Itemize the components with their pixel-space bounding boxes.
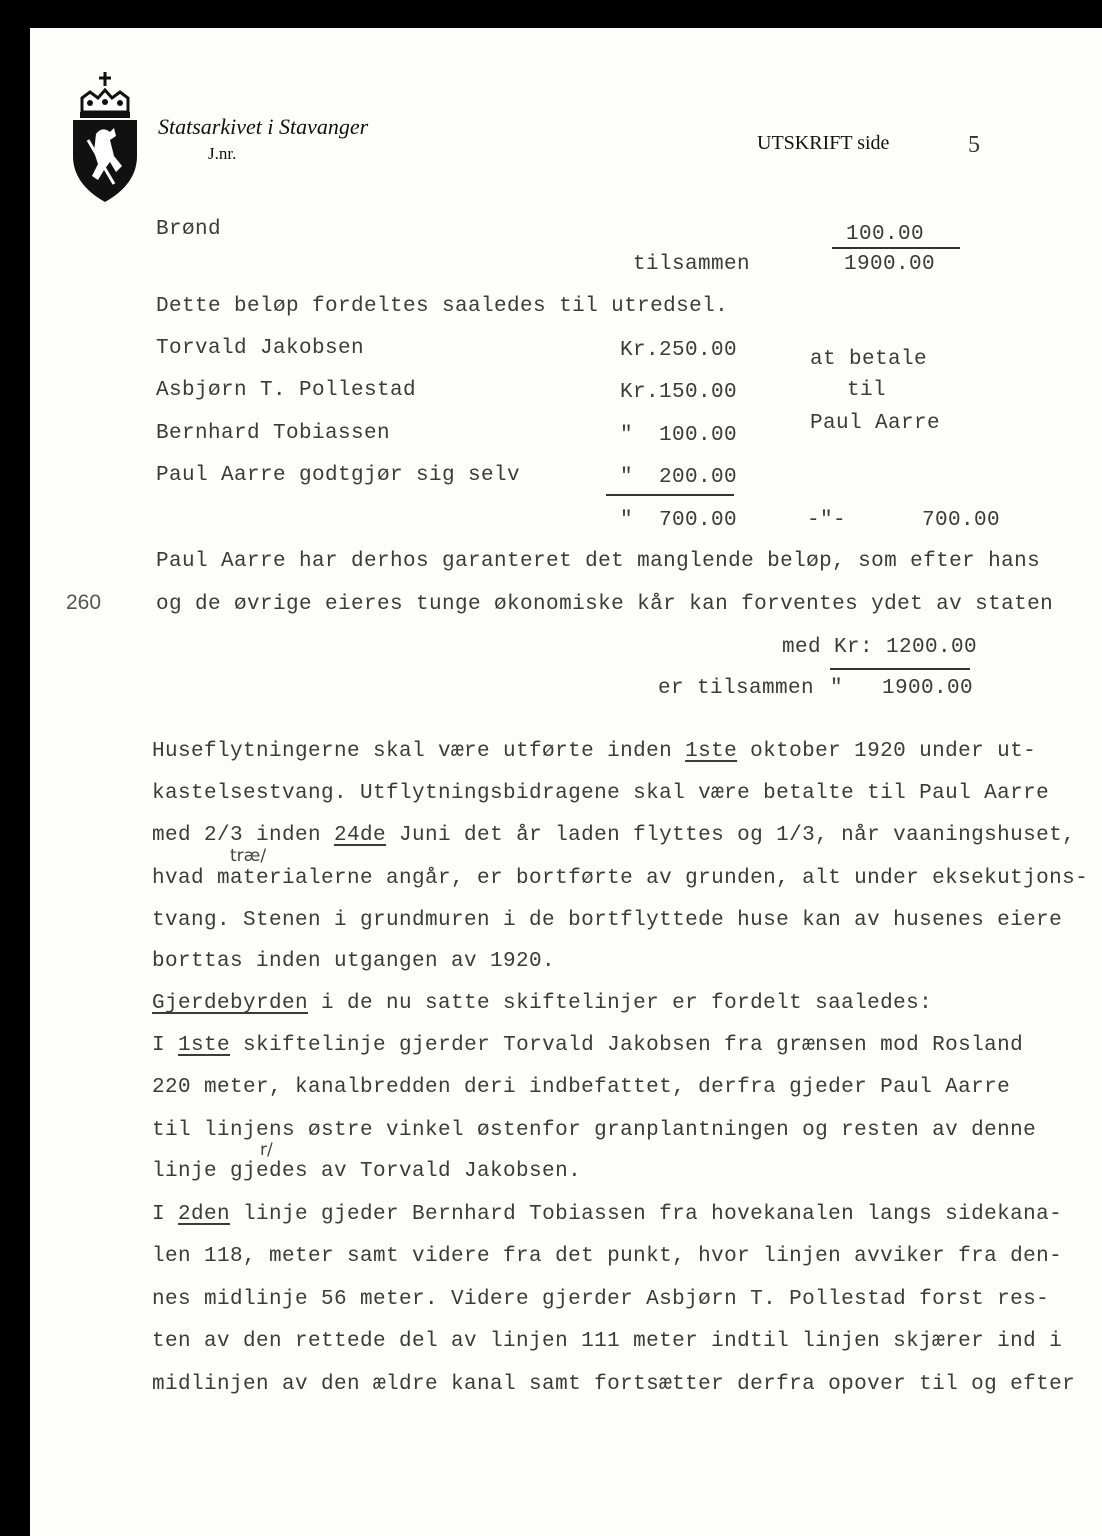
handwritten-insert: r/ bbox=[260, 1140, 273, 1160]
payee-note-line: Paul Aarre bbox=[810, 412, 941, 435]
journal-label: J.nr. bbox=[208, 144, 237, 163]
payee-note-line: at betale bbox=[810, 348, 928, 371]
gjerdebyrden-heading: Gjerdebyrden bbox=[152, 992, 309, 1015]
subtotal-amount: " 700.00 bbox=[620, 509, 738, 532]
payee-note-line: til bbox=[847, 379, 887, 402]
ledger-row-name: Asbjørn T. Pollestad bbox=[156, 379, 417, 402]
brond-underline bbox=[832, 247, 960, 249]
body-line: ten av den rettede del av linjen 111 meter indtil linjen skjærer ind i bbox=[152, 1330, 1063, 1353]
body-line: len 118, meter samt videre fra det punkt, hvor linjen avviker fra den- bbox=[152, 1245, 1063, 1268]
body-line: tvang. Stenen i grundmuren i de bortflyttede huse kan av husenes eiere bbox=[152, 909, 1063, 932]
body-line: midlinjen av den ældre kanal samt fortsætter derfra opover til og efter bbox=[152, 1373, 1076, 1396]
body-line: med 2/3 inden 24de Juni det år laden flyttes og 1/3, når vaaningshuset, bbox=[152, 824, 1076, 847]
body-line: I 1ste skiftelinje gjerder Torvald Jakobsen fra grænsen mod Rosland bbox=[152, 1034, 1024, 1057]
ledger-row-amount: Kr.250.00 bbox=[620, 339, 738, 362]
ledger-row-name: Paul Aarre godtgjør sig selv bbox=[156, 464, 521, 487]
body-line: I 2den linje gjeder Bernhard Tobiassen fra hovekanalen langs sidekana- bbox=[152, 1203, 1063, 1226]
body-line: 220 meter, kanalbredden deri indbefattet, derfra gjeder Paul Aarre bbox=[152, 1076, 1011, 1099]
ledger-row-amount: Kr.150.00 bbox=[620, 381, 738, 404]
page-number: 5 bbox=[968, 132, 980, 158]
body-line: linje gjedes av Torvald Jakobsen. bbox=[152, 1160, 582, 1183]
body-line: til linjens østre vinkel østenfor granplantningen og resten av denne bbox=[152, 1119, 1037, 1142]
utskrift-label: UTSKRIFT side bbox=[757, 132, 890, 154]
body-line: Huseflytningerne skal være utførte inden 1ste oktober 1920 under ut- bbox=[152, 740, 1037, 763]
body-line: Gjerdebyrden i de nu satte skiftelinjer er fordelt saaledes: bbox=[152, 992, 933, 1015]
coat-of-arms-icon bbox=[70, 72, 140, 204]
guarantee-line: og de øvrige eieres tunge økonomiske kår kan forventes ydet av staten bbox=[156, 593, 1054, 616]
grand-total-label: er tilsammen bbox=[658, 677, 815, 700]
body-line: borttas inden utgangen av 1920. bbox=[152, 950, 556, 973]
handwritten-insert: træ/ bbox=[230, 846, 267, 866]
ledger-row-amount: " 100.00 bbox=[620, 424, 738, 447]
brond-amount: 100.00 bbox=[846, 223, 925, 246]
document-page bbox=[30, 28, 1102, 1536]
ledger-row-amount: " 200.00 bbox=[620, 466, 738, 489]
ledger-row-name: Bernhard Tobiassen bbox=[156, 422, 391, 445]
margin-number: 260 bbox=[66, 591, 102, 614]
body-line: hvad materialerne angår, er bortførte av grunden, alt under eksekutjons- bbox=[152, 867, 1089, 890]
body-line: nes midlinje 56 meter. Videre gjerder Asbjørn T. Pollestad forst res- bbox=[152, 1288, 1050, 1311]
intro-line: Dette beløp fordeltes saaledes til utredsel. bbox=[156, 295, 729, 318]
archive-name: Statsarkivet i Stavanger bbox=[158, 114, 369, 139]
amounts-underline bbox=[606, 494, 734, 496]
grand-total-amount: " 1900.00 bbox=[830, 677, 974, 700]
total-label: tilsammen bbox=[633, 253, 751, 276]
guarantee-line: Paul Aarre har derhos garanteret det manglende beløp, som efter hans bbox=[156, 550, 1041, 573]
subtotal-right: 700.00 bbox=[922, 509, 1001, 532]
total-amount: 1900.00 bbox=[844, 253, 936, 276]
body-line: kastelsestvang. Utflytningsbidragene skal være betalte til Paul Aarre bbox=[152, 782, 1050, 805]
brond-label: Brønd bbox=[156, 218, 222, 241]
state-contribution: med Kr: 1200.00 bbox=[782, 636, 978, 659]
ditto-mark: -"- bbox=[807, 509, 847, 532]
contribution-underline bbox=[830, 668, 970, 670]
ledger-row-name: Torvald Jakobsen bbox=[156, 337, 365, 360]
